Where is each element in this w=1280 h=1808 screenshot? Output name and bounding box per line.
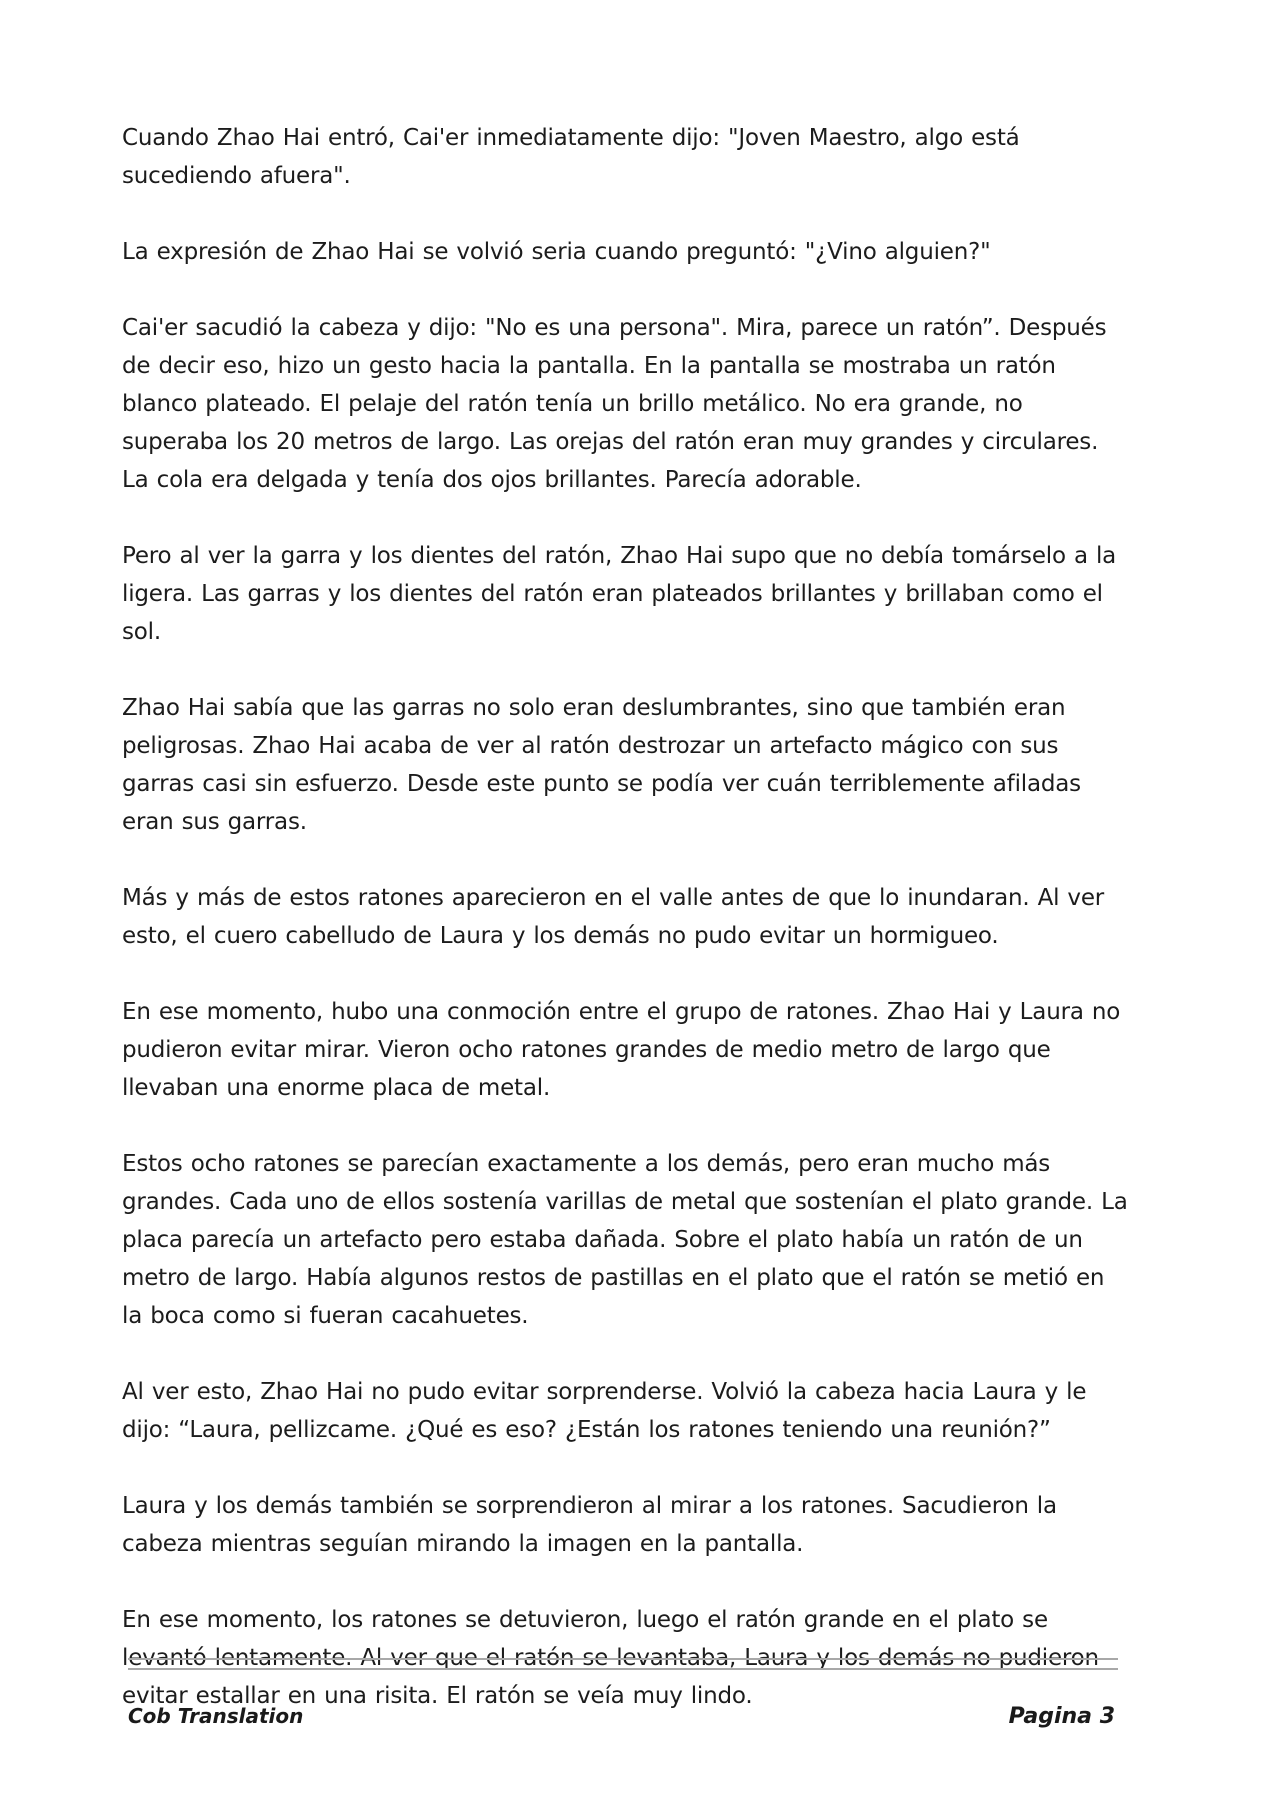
page-body [122,119,1132,1753]
paragraph: En ese momento, hubo una conmoción entre el grupo de ratones. Zhao Hai y Laura no pudieron evitar mirar. Vieron ocho ratones grandes de medio metro de largo que llevaban una enorme placa de metal. [122,999,1121,1101]
paragraph: Al ver esto, Zhao Hai no pudo evitar sorprenderse. Volvió la cabeza hacia Laura y le dijo: “Laura, pellizcame. ¿Qué es eso? ¿Están los ratones teniendo una reunión?” [122,1379,1087,1443]
paragraph: Zhao Hai sabía que las garras no solo eran deslumbrantes, sino que también eran peligrosas. Zhao Hai acaba de ver al ratón destrozar un artefacto mágico con sus garras casi sin esfuerzo. Desde este punto se podía ver cuán terriblemente afiladas eran sus garras. [122,695,1081,835]
paragraph: Pero al ver la garra y los dientes del ratón, Zhao Hai supo que no debía tomárselo a la ligera. Las garras y los dientes del ratón eran plateados brillantes y brillaban como el sol. [122,543,1117,645]
paragraph: Estos ocho ratones se parecían exactamente a los demás, pero eran mucho más grandes. Cada uno de ellos sostenía varillas de metal que sostenían el plato grande. La placa parecía un artefacto pero estaba dañada. Sobre el plato había un ratón de un metro de largo. Había algunos restos de pastillas en el plato que el ratón se metió en la boca como si fueran cacahuetes. [122,1151,1128,1329]
paragraph: Cuando Zhao Hai entró, Cai'er inmediatamente dijo: "Joven Maestro, algo está sucediendo afuera". [122,125,1020,189]
footer-divider-top [128,1658,1118,1660]
footer-divider-bottom [128,1668,1118,1670]
paragraph: Cai'er sacudió la cabeza y dijo: "No es una persona". Mira, parece un ratón”. Después de decir eso, hizo un gesto hacia la pantalla. En la pantalla se mostraba un ratón blanco plateado. El pelaje del ratón tenía un brillo metálico. No era grande, no superaba los 20 metros de largo. Las orejas del ratón eran muy grandes y circulares. La cola era delgada y tenía dos ojos brillantes. Parecía adorable. [122,315,1107,493]
footer-translator-name: Cob Translation [128,1704,304,1728]
paragraph: Más y más de estos ratones aparecieron en el valle antes de que lo inundaran. Al ver esto, el cuero cabelludo de Laura y los demás no pudo evitar un hormigueo. [122,885,1105,949]
paragraph: Laura y los demás también se sorprendieron al mirar a los ratones. Sacudieron la cabeza mientras seguían mirando la imagen en la pantalla. [122,1493,1057,1557]
footer-page-number: Pagina 3 [1008,1704,1115,1729]
paragraph: La expresión de Zhao Hai se volvió seria cuando preguntó: "¿Vino alguien?" [122,239,991,265]
paragraph: En ese momento, los ratones se detuvieron, luego el ratón grande en el plato se levantó lentamente. Al ver que el ratón se levantaba, Laura y los demás no pudieron evitar estallar en una risita. El ratón se veía muy lindo. [122,1607,1099,1709]
